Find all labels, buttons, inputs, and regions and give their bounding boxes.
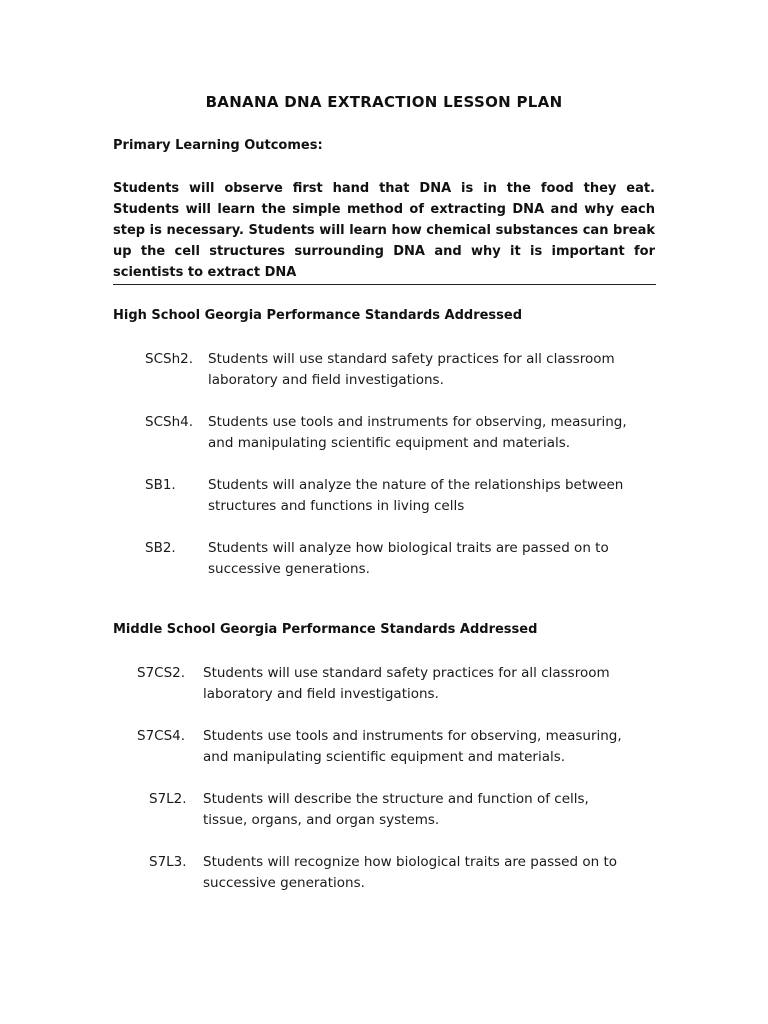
standard-code: SB2.: [145, 540, 176, 556]
high-school-standards-heading: High School Georgia Performance Standards Addressed: [113, 308, 523, 323]
standard-code: S7L3.: [149, 854, 187, 870]
standard-item: [149, 852, 639, 894]
standard-text: Students will use standard safety practices for all classroom laboratory and field investigations.: [203, 665, 610, 702]
document-title: BANANA DNA EXTRACTION LESSON PLAN: [205, 93, 563, 111]
middle-school-standards-heading: Middle School Georgia Performance Standards Addressed: [113, 622, 538, 637]
standard-text: Students will analyze how biological traits are passed on to successive generations.: [208, 540, 609, 577]
standard-code: S7CS4.: [137, 728, 186, 744]
standard-text: Students use tools and instruments for observing, measuring, and manipulating scientific equipment and materials.: [203, 728, 622, 765]
standard-item: [145, 349, 645, 391]
standard-code: SB1.: [145, 477, 176, 493]
outcomes-heading: Primary Learning Outcomes:: [113, 138, 323, 153]
standard-text: Students will recognize how biological traits are passed on to successive generations.: [203, 854, 617, 891]
section-divider: [113, 284, 656, 285]
standard-code: SCSh4.: [145, 414, 194, 430]
standard-text: Students use tools and instruments for observing, measuring, and manipulating scientific equipment and materials.: [208, 414, 627, 451]
standard-item: [137, 726, 647, 768]
standard-text: Students will describe the structure and function of cells, tissue, organs, and organ systems.: [203, 791, 589, 828]
standard-item: [137, 663, 647, 705]
standard-item: [145, 538, 645, 580]
outcomes-body: Students will observe first hand that DNA is in the food they eat. Students will learn the simple method of extracting DNA and why each step is necessary. Students will learn how chemical substances can break up the cell structures surrounding DNA and why it is important for scientists to extract DNA: [113, 181, 655, 280]
standard-code: SCSh2.: [145, 351, 194, 367]
standard-code: S7CS2.: [137, 665, 186, 681]
standard-item: [145, 412, 645, 454]
standard-code: S7L2.: [149, 791, 187, 807]
standard-item: [149, 789, 639, 831]
standard-item: [145, 475, 655, 517]
standard-text: Students will analyze the nature of the relationships between structures and functions in living cells: [208, 477, 624, 514]
standard-text: Students will use standard safety practices for all classroom laboratory and field investigations.: [208, 351, 615, 388]
